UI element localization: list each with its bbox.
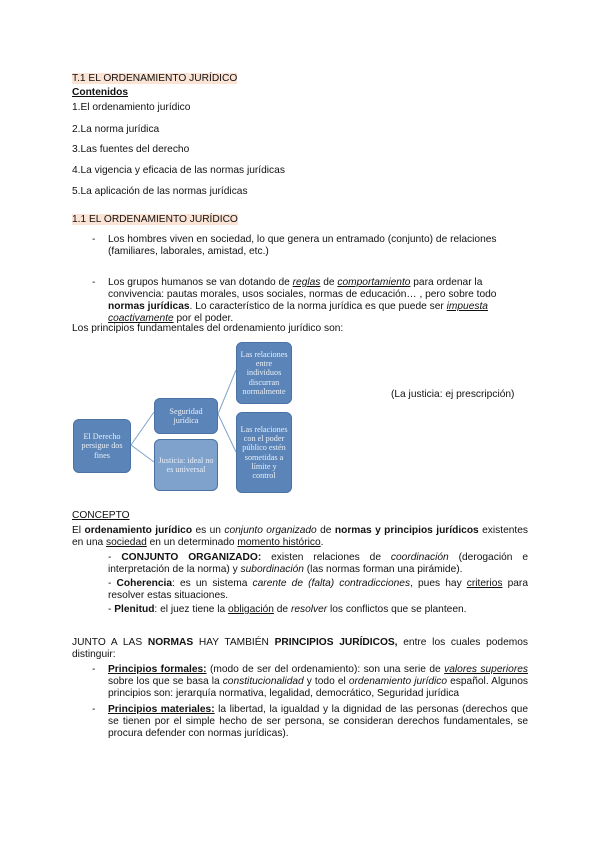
bullet-text: Los grupos humanos se van dotando de reglas de comportamiento para ordenar la convivencia: pautas morales, usos sociales, normas de educación… , pero sobre todo normas jurídicas. Lo característico de la norma jurídica es que puede ser impuesta coactivamente por el poder. — [108, 277, 497, 325]
principios-materiales: Principios materiales: la libertad, la igualdad y la dignidad de las personas (derechos que se tienen por el simple hecho de ser persona, se consideran derechos fundamentales, se procura defender con normas jurídicas). — [108, 704, 528, 740]
diagram-node-justicia: Justicia: ideal no es universal — [154, 439, 218, 491]
contents-heading: Contenidos — [72, 87, 129, 98]
contents-item: 2.La norma jurídica — [72, 124, 160, 135]
principles-intro: Los principios fundamentales del ordenamiento jurídico son: — [72, 323, 344, 334]
conjunto-organizado: - CONJUNTO ORGANIZADO: existen relaciones de coordinación (derogación e interpretación de la norma) y subordinación (las normas forman una pirámide). — [108, 552, 528, 576]
bullet-dash: - — [92, 664, 96, 675]
diagram-node-root: El Derecho persigue dos fines — [73, 419, 131, 473]
section-title: 1.1 EL ORDENAMIENTO JURÍDICO — [72, 214, 238, 225]
bullet-dash: - — [92, 234, 96, 245]
principios-formales: Principios formales: (modo de ser del ordenamiento): son una serie de valores superiores sobre los que se basa la constitucionalidad y todo el ordenamiento jurídico español. Algunos principios son: jerarquía normativa, legalidad, democrático, Seguridad jurídica — [108, 664, 528, 700]
bullet-dash: - — [92, 277, 96, 288]
concepto-heading: CONCEPTO — [72, 510, 130, 521]
contents-item: 1.El ordenamiento jurídico — [72, 102, 191, 113]
bullet-dash: - — [92, 704, 96, 715]
contents-item: 5.La aplicación de las normas jurídicas — [72, 186, 248, 197]
diagram-node-seguridad: Seguridad jurídica — [154, 398, 218, 434]
diagram-node-relaciones-poder: Las relaciones con el poder público estén sometidas a límite y control — [236, 412, 292, 493]
concepto-text: El ordenamiento jurídico es un conjunto organizado de normas y principios jurídicos existentes en una sociedad en un determinado momento histórico. — [72, 525, 528, 549]
junto-heading: JUNTO A LAS NORMAS HAY TAMBIÉN PRINCIPIOS JURÍDICOS, entre los cuales podemos distinguir: — [72, 637, 528, 661]
diagram-node-relaciones-individuos: Las relaciones entre individuos discurran normalmente — [236, 342, 292, 404]
coherencia: - Coherencia: es un sistema carente de (falta) contradicciones, pues hay criterios para resolver estas situaciones. — [108, 578, 528, 602]
page-title: T.1 EL ORDENAMIENTO JURÍDICO — [72, 73, 238, 84]
plenitud: - Plenitud: el juez tiene la obligación de resolver los conflictos que se planteen. — [108, 604, 467, 615]
contents-item: 4.La vigencia y eficacia de las normas jurídicas — [72, 165, 285, 176]
bullet-text: Los hombres viven en sociedad, lo que genera un entramado (conjunto) de relaciones (familiares, laborales, amistad, etc.) — [108, 234, 497, 258]
contents-item: 3.Las fuentes del derecho — [72, 144, 190, 155]
justice-note: (La justicia: ej prescripción) — [391, 389, 515, 400]
